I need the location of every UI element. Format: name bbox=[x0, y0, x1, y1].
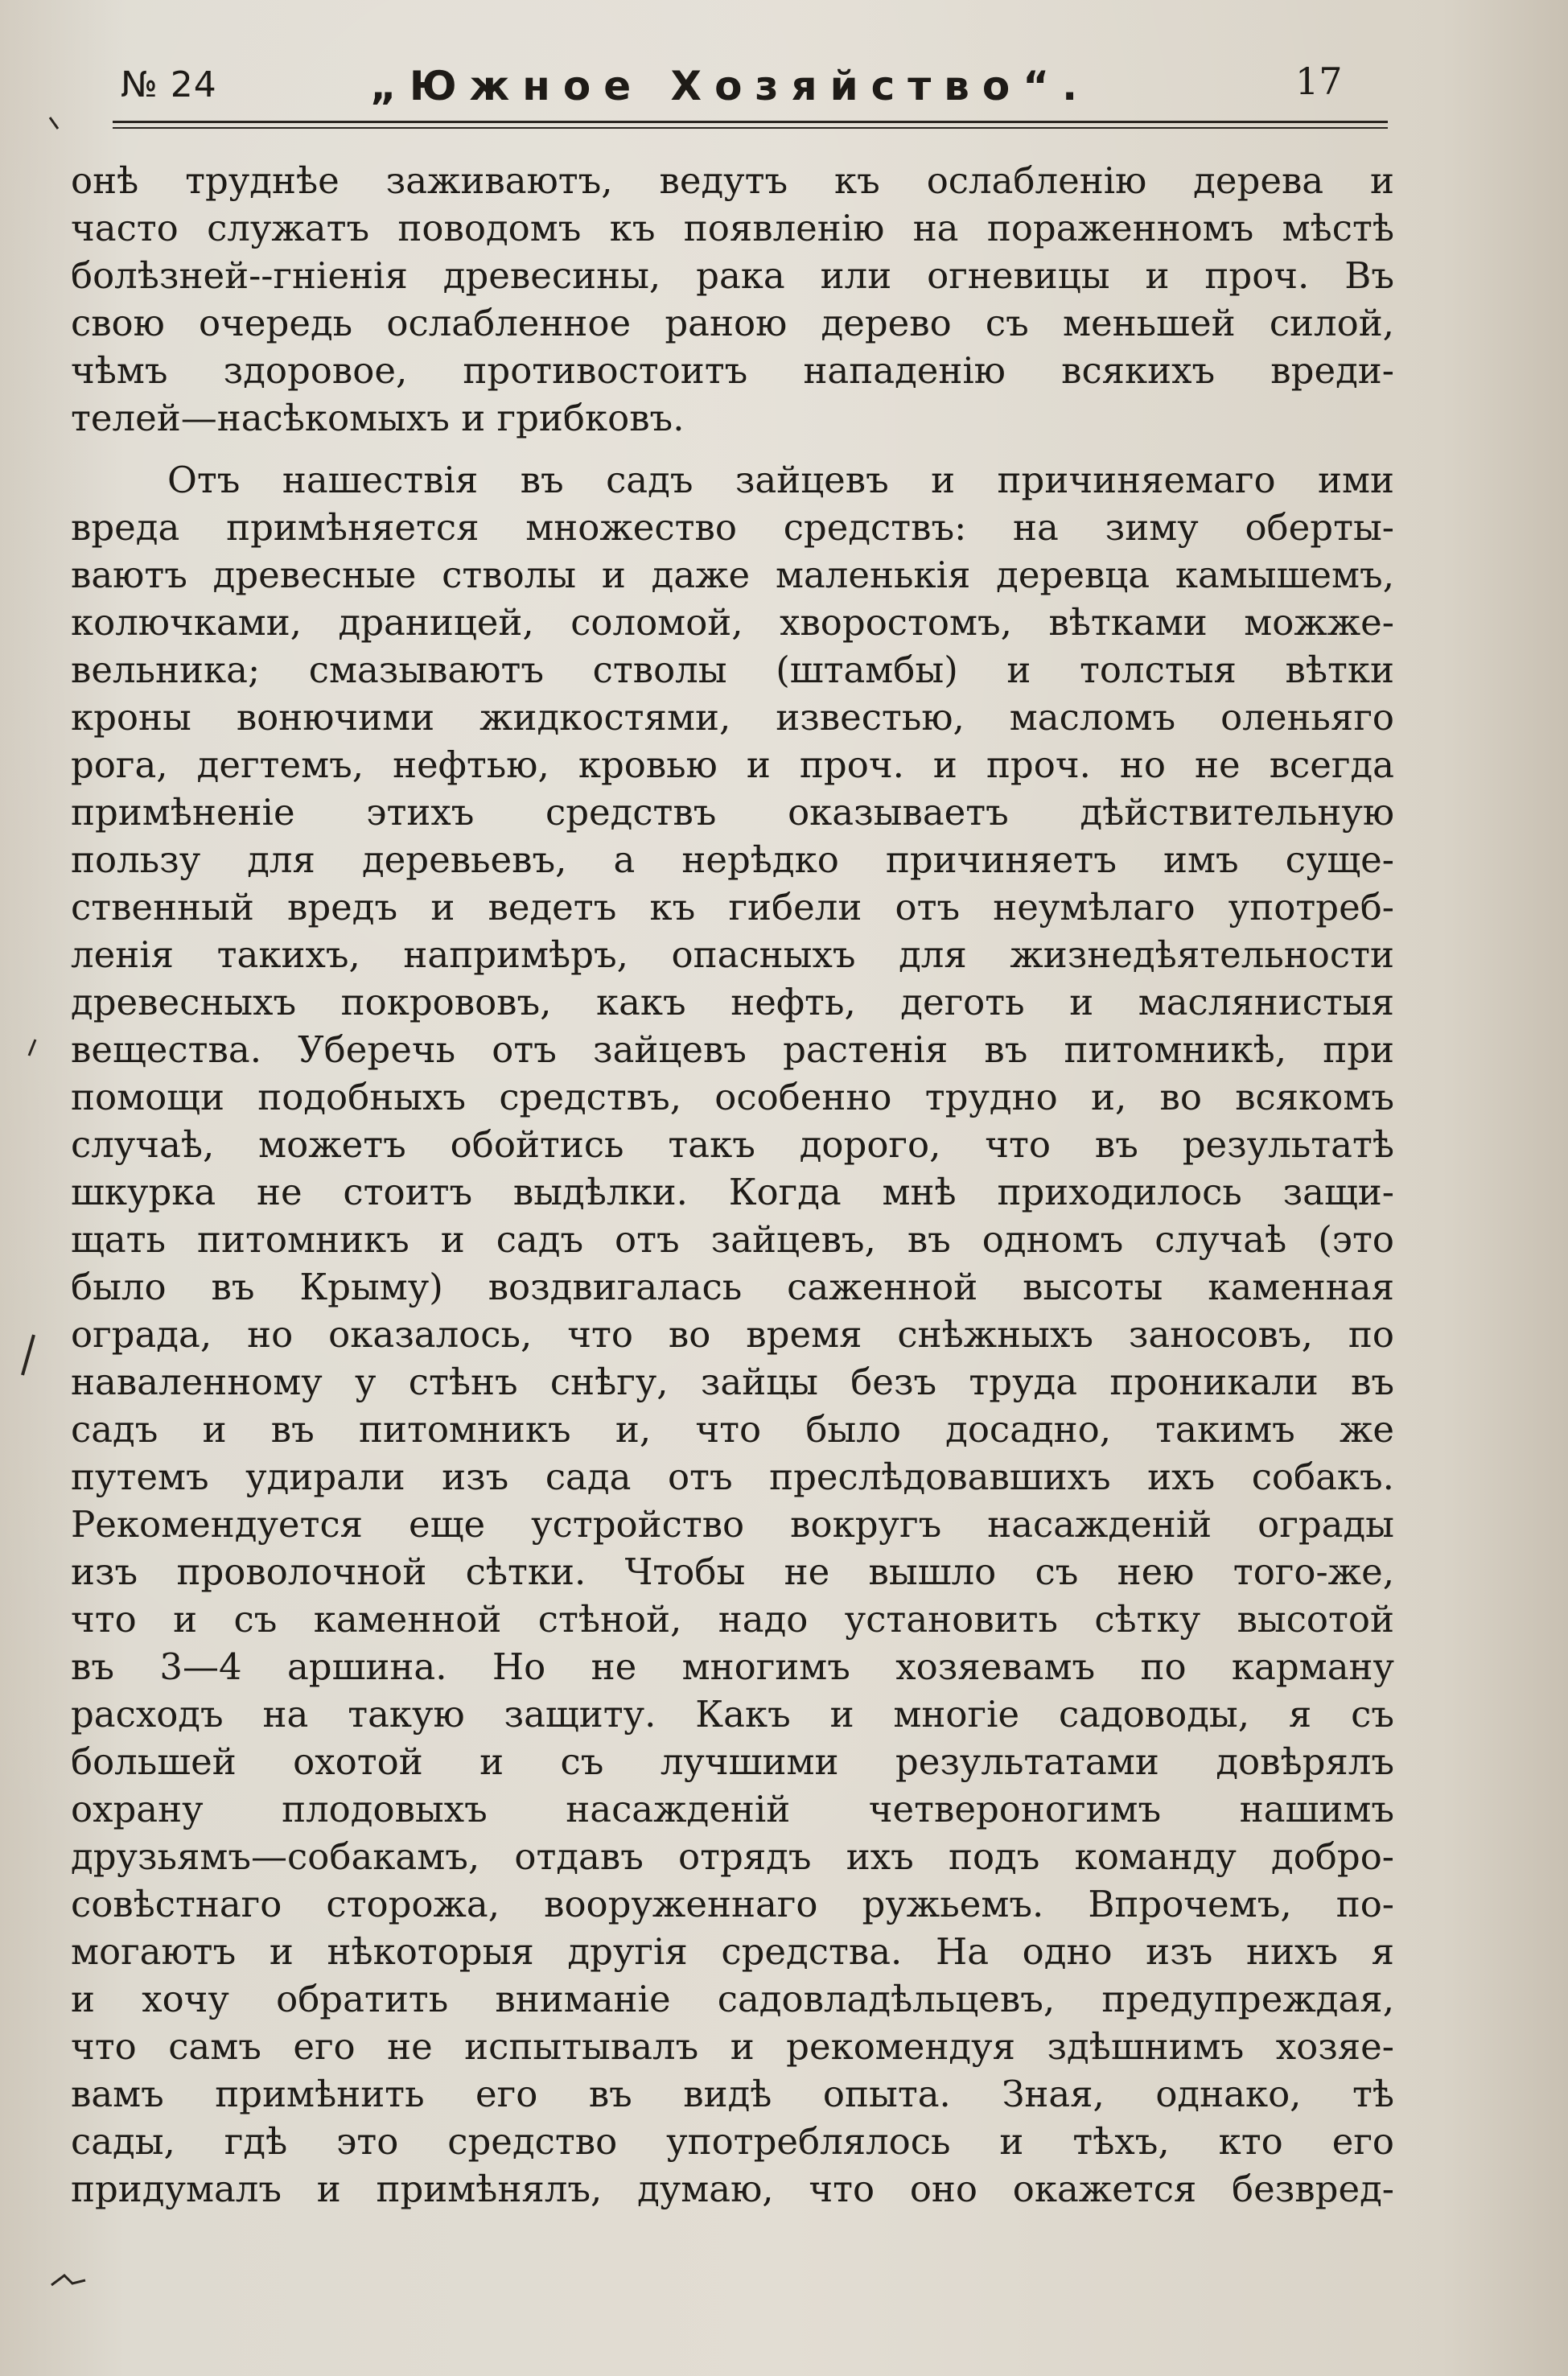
running-header bbox=[113, 60, 1400, 129]
text-line: шкурка не стоитъ выдѣлки. Когда мнѣ приходилось защи- bbox=[71, 1171, 1394, 1213]
text-line: Отъ нашествія въ садъ зайцевъ и причиняемаго ими bbox=[167, 459, 1394, 501]
text-line: чѣмъ здоровое, противостоитъ нападенію всякихъ вреди- bbox=[71, 349, 1394, 392]
text-line: ваютъ древесные стволы и даже маленькія деревца камышемъ, bbox=[71, 554, 1394, 596]
margin-speck bbox=[48, 2269, 88, 2293]
text-line: колючками, драницей, соломой, хворостомъ, вѣтками можже- bbox=[71, 601, 1394, 644]
text-line: друзьямъ—собакамъ, отдавъ отрядъ ихъ подъ команду добро- bbox=[71, 1835, 1394, 1878]
text-line: что самъ его не испытывалъ и рекомендуя здѣшнимъ хозяе- bbox=[71, 2025, 1394, 2068]
text-line: въ 3—4 аршина. Но не многимъ хозяевамъ по карману bbox=[71, 1645, 1394, 1688]
journal-title: „Южное Хозяйство“. bbox=[370, 63, 1091, 109]
text-line: вамъ примѣнить его въ видѣ опыта. Зная, однако, тѣ bbox=[71, 2073, 1394, 2115]
text-line: онѣ труднѣе заживаютъ, ведутъ къ ослабленію дерева и bbox=[71, 159, 1394, 202]
text-line: помощи подобныхъ средствъ, особенно трудно и, во всякомъ bbox=[71, 1076, 1394, 1118]
text-line: путемъ удирали изъ сада отъ преслѣдовавшихъ ихъ собакъ. bbox=[71, 1456, 1394, 1498]
text-line: щать питомникъ и садъ отъ зайцевъ, въ одномъ случаѣ (это bbox=[71, 1218, 1394, 1261]
text-line: кроны вонючими жидкостями, известью, масломъ оленьяго bbox=[71, 696, 1394, 739]
text-line: случаѣ, можетъ обойтись такъ дорого, что въ результатѣ bbox=[71, 1123, 1394, 1166]
text-line: древесныхъ покрововъ, какъ нефть, деготь и маслянистыя bbox=[71, 981, 1394, 1023]
text-line: и хочу обратить вниманіе садовладѣльцевъ, предупреждая, bbox=[71, 1978, 1394, 2020]
text-line: сады, гдѣ это средство употреблялось и тѣхъ, кто его bbox=[71, 2120, 1394, 2163]
text-line: пользу для деревьевъ, а нерѣдко причиняетъ имъ суще- bbox=[71, 838, 1394, 881]
margin-speck bbox=[24, 1036, 40, 1060]
text-line: наваленному у стѣнъ снѣгу, зайцы безъ труда проникали въ bbox=[71, 1361, 1394, 1403]
header-rule-bottom bbox=[113, 127, 1388, 129]
text-line: вельника; смазываютъ стволы (штамбы) и толстыя вѣтки bbox=[71, 649, 1394, 691]
text-line: изъ проволочной сѣтки. Чтобы не вышло съ нею того-же, bbox=[71, 1550, 1394, 1593]
text-line: вреда примѣняется множество средствъ: на зиму оберты- bbox=[71, 506, 1394, 549]
text-line: вещества. Уберечь отъ зайцевъ растенія въ питомникѣ, при bbox=[71, 1028, 1394, 1071]
text-line: было въ Крыму) воздвигалась саженной высоты каменная bbox=[71, 1266, 1394, 1308]
text-line: ственный вредъ и ведетъ къ гибели отъ неумѣлаго употреб- bbox=[71, 886, 1394, 929]
margin-speck bbox=[47, 114, 63, 134]
text-line: могаютъ и нѣкоторыя другія средства. На одно изъ нихъ я bbox=[71, 1930, 1394, 1973]
text-line: болѣзней--гніенія древесины, рака или огневицы и проч. Въ bbox=[71, 254, 1394, 297]
text-line: свою очередь ослабленное раною дерево съ меньшей силой, bbox=[71, 302, 1394, 344]
paragraph-1 bbox=[71, 157, 1394, 442]
text-line: ограда, но оказалось, что во время снѣжныхъ заносовъ, по bbox=[71, 1313, 1394, 1356]
text-line: охрану плодовыхъ насажденій четвероногимъ нашимъ bbox=[71, 1788, 1394, 1830]
text-line: Рекомендуется еще устройство вокругъ насажденій ограды bbox=[71, 1503, 1394, 1546]
text-line: примѣненіе этихъ средствъ оказываетъ дѣйствительную bbox=[71, 791, 1394, 834]
text-line: садъ и въ питомникъ и, что было досадно, такимъ же bbox=[71, 1408, 1394, 1451]
paragraph-gap bbox=[71, 442, 1394, 456]
page-number: 17 bbox=[1295, 60, 1343, 103]
text-line: часто служатъ поводомъ къ появленію на пораженномъ мѣстѣ bbox=[71, 207, 1394, 249]
text-line: телей—насѣкомыхъ и грибковъ. bbox=[71, 397, 685, 439]
body-text bbox=[71, 157, 1394, 2213]
text-line: расходъ на такую защиту. Какъ и многіе садоводы, я съ bbox=[71, 1693, 1394, 1736]
text-line: что и съ каменной стѣной, надо установить сѣтку высотой bbox=[71, 1598, 1394, 1641]
header-rule-top bbox=[113, 121, 1388, 123]
text-line: придумалъ и примѣнялъ, думаю, что оно окажется безвред- bbox=[71, 2168, 1394, 2210]
issue-number: № 24 bbox=[121, 64, 217, 105]
margin-speck bbox=[16, 1332, 40, 1380]
paragraph-2 bbox=[71, 456, 1394, 2213]
text-line: рога, дегтемъ, нефтью, кровью и проч. и проч. но не всегда bbox=[71, 743, 1394, 786]
text-line: совѣстнаго сторожа, вооруженнаго ружьемъ. Впрочемъ, по- bbox=[71, 1883, 1394, 1925]
text-line: большей охотой и съ лучшими результатами довѣрялъ bbox=[71, 1740, 1394, 1783]
text-line: ленія такихъ, напримѣръ, опасныхъ для жизнедѣятельности bbox=[71, 933, 1394, 976]
